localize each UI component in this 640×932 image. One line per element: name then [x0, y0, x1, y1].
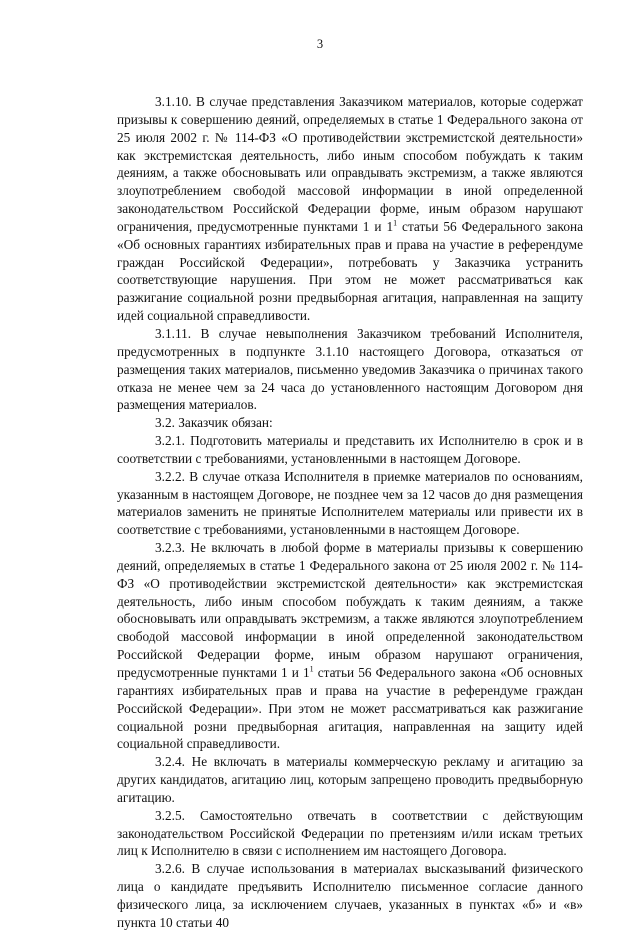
paragraph-3-2: 3.2. Заказчик обязан: — [155, 415, 273, 431]
paragraph-3-2-4: 3.2.4. Не включать в материалы коммерческую рекламу и агитацию за других кандидатов, агитацию лиц, которым запрещено проводить предвыборную агитацию. — [117, 754, 583, 805]
paragraph-tail: статьи 56 Федерального закона «Об основных гарантиях избирательных прав и права на участие в референдуме граждан Российской Федерации», потребовать у Заказчика устранить соответствующие нарушения. При этом не может рассматриваться как разжигание социальной розни предвыборная агитация, направленная на защиту идей социальной справедливости. — [117, 218, 583, 324]
paragraph-3-2-5: 3.2.5. Самостоятельно отвечать в соответствии с действующим законодательством Российской Федерации по претензиям и/или искам третьих лиц к Исполнителю в связи с исполнением им настоящего Договора. — [117, 807, 583, 859]
paragraph-3-2-1: 3.2.1. Подготовить материалы и представить их Исполнителю в срок и в соответствии с требованиями, установленными в настоящем Договоре. — [117, 433, 583, 466]
page-number: 3 — [316, 37, 324, 51]
paragraph-3-1-11: 3.1.11. В случае невыполнения Заказчиком требований Исполнителя, предусмотренных в подпункте 3.1.10 настоящего Договора, отказаться от размещения таких материалов, письменно уведомив Заказчика о причинах такого отказа не менее чем за 24 часа до установленного настоящим Договором дня размещения материалов. — [117, 325, 583, 413]
document-body — [117, 93, 583, 932]
paragraph-text: 3.2.3. Не включать в любой форме в материалы призывы к совершению деяний, определяемых в статье 1 Федерального закона от 25 июля 2002 г. № 114-ФЗ «О противодействии экстремистской деятельности» как экстремистская деятельность, либо иным способом побуждать к таким деяниям, а также обосновывать или оправдывать экстремизм, а также являются злоупотреблением свободой массовой информации в иной определенной законодательством Российской Федерации форме, иным образом нарушают ограничения, предусмотренные пунктами 1 и 1 — [117, 540, 583, 680]
paragraph-3-2-2: 3.2.2. В случае отказа Исполнителя в приемке материалов по основаниям, указанным в настоящем Договоре, не позднее чем за 12 часов до дня размещения материалов заменить не принятые Исполнителем материалы или привести их в соответствие с требованиями, установленными в настоящем Договоре. — [117, 468, 583, 538]
superscript: 1 — [309, 664, 314, 674]
paragraph-3-1-10 — [117, 93, 583, 325]
paragraph-3-2-3 — [117, 539, 583, 753]
superscript: 1 — [393, 218, 398, 228]
paragraph-tail: статьи 56 Федерального закона «Об основных гарантиях избирательных прав и права на участие в референдуме граждан Российской Федерации». При этом не может рассматриваться как разжигание социальной розни предвыборная агитация, направленная на защиту идей социальной справедливости. — [117, 665, 583, 752]
paragraph-3-2-6: 3.2.6. В случае использования в материалах высказываний физического лица о кандидате предъявить Исполнителю письменное согласие данного физического лица, за исключением случаев, указанных в пунктах «б» и «в» пункта 10 статьи 40 — [117, 861, 583, 930]
paragraph-text: 3.1.10. В случае представления Заказчиком материалов, которые содержат призывы к совершению деяний, определяемых в статье 1 Федерального закона от 25 июля 2002 г. № 114-ФЗ «О противодействии экстремистской деятельности» как экстремистская деятельность, либо иным способом побуждать к таким деяниям, а также обосновывать или оправдывать экстремизм, а также являются злоупотреблением свободой массовой информации в иной определенной законодательством Российской Федерации форме, иным образом нарушают ограничения, предусмотренные пунктами 1 и 1 — [117, 94, 583, 234]
